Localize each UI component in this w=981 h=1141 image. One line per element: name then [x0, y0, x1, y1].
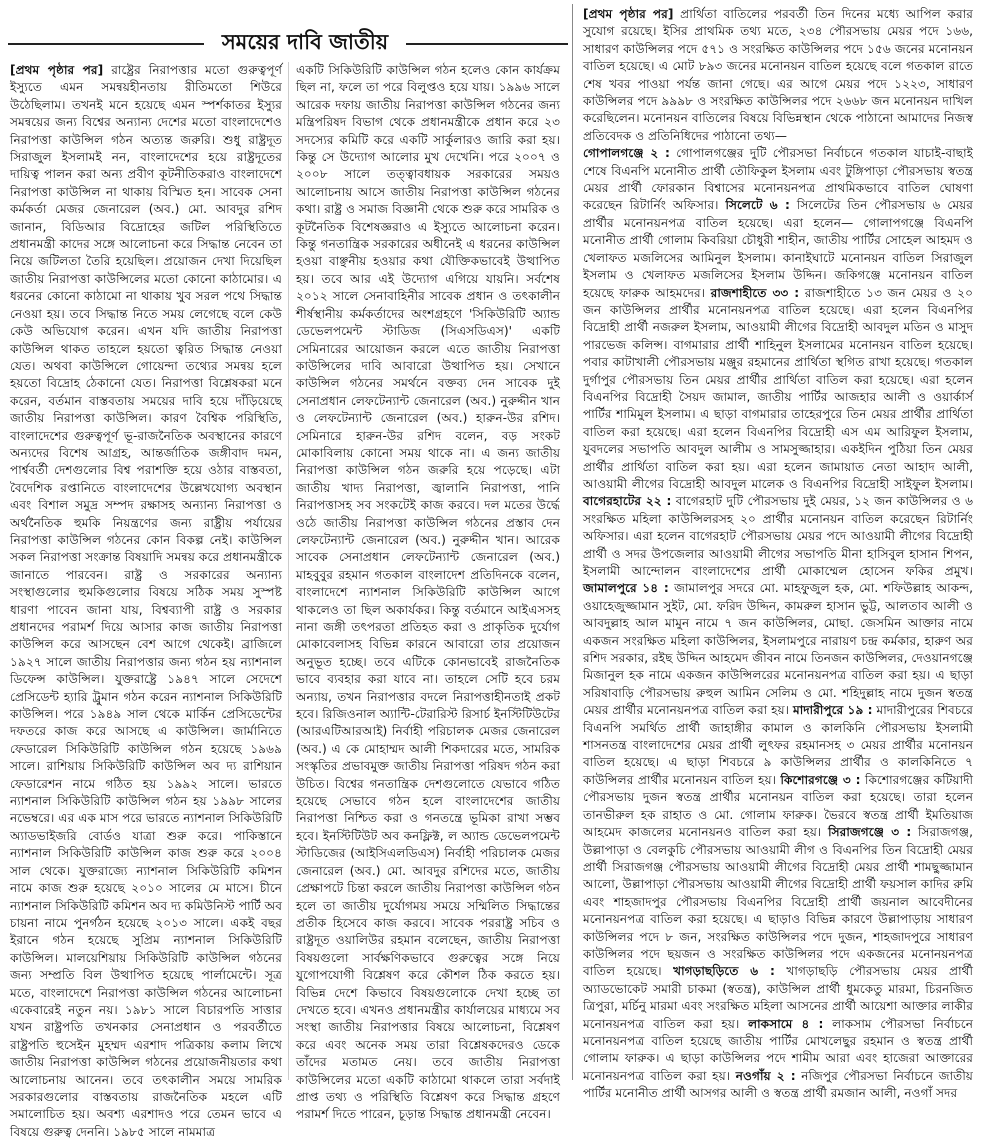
continuation-marker: [প্রথম পৃষ্ঠার পর] [10, 63, 104, 77]
article-column-3 [583, 6, 974, 1101]
report-text: কিশোরগঞ্জের কটিয়াদী পৌরসভায় দুজন স্বতন্ত্র প্রার্থীর মনোনয়ন বাতিল করা হয়েছে। তারা হলেন তানভীরুল হক রাহাত ও মো. গোলাম ফারুক। ভৈরবে স্বতন্ত্র প্রার্থী ইমতিয়াজ আহমেদ কাজলের মনোনয়নও বাতিল করা হয়। [583, 772, 974, 840]
dateline: রাজশাহীতে ৩৩ : [710, 285, 800, 300]
report-text: গোপালগঞ্জের দুটি পৌরসভা নির্বাচনে গতকাল যাচাই-বাছাই শেষে বিএনপি মনোনীত প্রার্থী তৌফিকুল ইসলাম এবং টুঙ্গিপাড়া পৌরসভায় স্বতন্ত্র মেয়র প্রার্থী ফোরকান বিশ্বাসের মনোনয়নপত্র প্রাথমিকভাবে বাতিল ঘোষণা করেছেন রিটার্নিং অফিসার। [583, 146, 973, 213]
report-text: নজিপুর পৌরসভা নির্বাচনে জাতীয় পার্টির মনোনীত প্রার্থী আসগর আলী ও স্বতন্ত্র প্রার্থী রমজান আলী, নওগাঁ সদর [583, 1068, 973, 1101]
column-divider-2 [572, 4, 573, 1080]
report-text: বাগেরহাট দুটি পৌরসভায় দুই মেয়র, ১২ জন কাউন্সিলর ও ৬ সংরক্ষিত মহিলা কাউন্সিলরসহ ২০ প্রার্থীর মনোনয়ন বাতিল করেছেন রিটার্নিং অফিসার। এরা হলেন বাগেরহাট পৌরসভায় মেয়র পদে আওয়ামী লীগের বিদ্রোহী প্রার্থী ও সদর উপজেলার আওয়ামী লীগের সভাপতি মীনা হাসিবুল হাসান শিপন, ইসলামী আন্দোলন বাংলাদেশের প্রার্থী মোকাম্মেল হোসেন ফকির প্রমুখ। [583, 494, 973, 578]
article-column-2 [296, 62, 560, 1122]
report-text: মাদারীপুরের শিবচরে বিএনপি সমর্থিত প্রার্থী জাহাঙ্গীর কামাল ও কালকিনি পৌরসভায় ইসলামী শাসনতন্ত্র বাংলাদেশের মেয়র প্রার্থী লুৎফর রহমানসহ ৩ মেয়র প্রার্থীর মনোনয়ন বাতিল হয়েছে। এ ছাড়া শিবচরে ৯ কাউন্সিলর প্রার্থীর ও কালকিনিতে ৭ কাউন্সিলর প্রার্থীর মনোনয়ন বাতিল হয়। [583, 703, 974, 787]
dateline: লাকসামে ৪ : [748, 1016, 824, 1031]
headline-bar [8, 28, 568, 56]
report-text: জামালপুর সদরে মো. মাহফুজুল হক, মো. শফিউল্লাহ আকন্দ, ওয়াহেজুজ্জামান সুইট, মো. ফরিদ উদ্দিন, কামরুল হাসান ভুট্ট, আলতাব আলী ও আবদুল্লাহ আল মামুন নামে ৭ জন কাউন্সিলর, মোছা. জেসমিন আক্তার নামে একজন সংরক্ষিত মহিলা কাউন্সিলর, ইসলামপুরে নারায়ণ চন্দ্র কর্মকার, হারুণ অর রশিদ সরকার, রইছ উদ্দিন আহমেদ জীবন নামে তিনজন কাউন্সিলর, দেওয়ানগঞ্জে মিজানুল হক নামে একজন কাউন্সিলরের মনোনয়নপত্র বাতিল করা হয়। এ ছাড়া সরিষাবাড়ি পৌরসভায় রুহুল আমিন সেলিম ও মো. শহিদুল্লাহ নামে দুজন স্বতন্ত্র মেয়র প্রার্থীর মনোনয়নপত্র বাতিল করা হয়। [583, 581, 973, 718]
report-text: সিলেটের তিন পৌরসভায় ৬ মেয়র প্রার্থীর মনোনয়নপত্র বাতিল হয়েছে। এরা হলেন— গোলাপগঞ্জে বিএনপি মনোনীত প্রার্থী গোলাম কিবরিয়া চৌধুরী শাহীন, জাতীয় পার্টির সোহেল আহমদ ও খেলাফত মজলিসের আমিনুল ইসলাম। কানাইঘাটে মনোনয়ন বাতিল সিরাজুল ইসলাম ও খেলাফত মজলিসের ইসলাম উদ্দিন। জকিগঞ্জে মনোনয়ন বাতিল হয়েছে ফারুক আহমদের। [583, 198, 973, 300]
headline-rule-right [406, 43, 568, 45]
column-1-text: রাষ্ট্রের নিরাপত্তার মতো গুরুত্বপূর্ণ ইস্যুতে এমন সমন্বয়হীনতায় রীতিমতো শিউরে উঠেছিলাম। তখনই মনে হয়েছে এমন স্পর্শকাতর ইস্যুর সমন্বয়ের জন্য বিশ্বের অন্যান্য দেশের মতো বাংলাদেশেও নিরাপত্তা কাউন্সিল গঠন অত্যন্ত জরুরি। শুধু রাষ্ট্রদূত সিরাজুল ইসলামই নন, বাংলাদেশের হয়ে রাষ্ট্রদূতের দায়িত্ব পালন করা অন্য প্রবীণ কূটনীতিকরাও বাংলাদেশে নিরাপত্তা কাউন্সিল না থাকায় বিস্মিত হন। সাবেক সেনা কর্মকর্তা মেজর জেনারেল (অব.) মো. আবদুর রশিদ জানান, বিডিআর বিদ্রোহের জটিল পরিস্থিতিতে প্রধানমন্ত্রী কাদের সঙ্গে আলোচনা করে সিদ্ধান্ত নেবেন তা নিয়ে জটিলতা তৈরি হয়েছিল। প্রয়োজন দেখা দিয়েছিল জাতীয় নিরাপত্তা কাউন্সিলের মতো কোনো কাঠামোর। এ ধরনের কোনো কাঠামো না থাকায় খুব সরল পথে সিদ্ধান্ত নেওয়া হয়। তবে সিদ্ধান্ত নিতে সময় লেগেছে বলে কেউ কেউ অভিযোগ করেন। এখন যদি জাতীয় নিরাপত্তা কাউন্সিল থাকত তাহলে হয়তো ত্বরিত সিদ্ধান্ত নেওয়া যেত। অথবা কাউন্সিলে গোয়েন্দা তথ্যের সমন্বয় হলে হয়তো বিদ্রোহ ঠেকানো যেত। নিরাপত্তা বিশ্লেষকরা মনে করেন, বর্তমান বাস্তবতায় সময়ের দাবি হয়ে দাঁড়িয়েছে জাতীয় নিরাপত্তা কাউন্সিল। কারণ বৈশ্বিক পরিস্থিতি, বাংলাদেশের গুরুত্বপূর্ণ ভূ-রাজনৈতিক অবস্থানের কারণে অন্যদের বিশেষ আগ্রহ, আন্তর্জাতিক জঙ্গীবাদ দমন, পার্শ্ববর্তী দেশগুলোর বিশ্ব পরাশক্তি হয়ে ওঠার বাস্তবতা, বৈদেশিক রপ্তানিতে বাংলাদেশের উল্লেখযোগ্য অবস্থান এবং বিশাল সমুদ্র সম্পদ রক্ষাসহ অন্যান্য নিরাপত্তা ও অর্থনৈতিক হুমকি নিয়ন্ত্রণের জন্য রাষ্ট্রীয় পর্যায়ের নিরাপত্তা কাউন্সিল গঠনের কোন বিকল্প নেই। কাউন্সিল সকল নিরাপত্তা সংক্রান্ত বিষয়াদি সমন্বয় করে প্রধানমন্ত্রীকে জানাতে পারবেন। রাষ্ট্র ও সরকারের অন্যান্য সংস্থাগুলোর হুমকিগুলোর বিষয়ে সঠিক সময় সুস্পষ্ট ধারণা পাবেন জানা যায়, বিশ্বব্যাপী রাষ্ট্র ও সরকার প্রধানদের পরামর্শ দিয়ে আসার কাজ জাতীয় নিরাপত্তা কাউন্সিল করে আসছেন বেশ আগে থেকেই। ব্রাজিলে ১৯২৭ সালে জাতীয় নিরাপত্তার জন্য গঠন হয় ন্যাশনাল ডিফেন্স কাউন্সিল। যুক্তরাষ্ট্রে ১৯৪৭ সালে সেদেশে প্রেসিডেন্ট হ্যারি ট্রুমান গঠন করেন ন্যাশনাল সিকিউরিটি কাউন্সিল। পরে ১৯৪৯ সাল থেকে মার্কিন প্রেসিডেন্টের দফতরে কাজ করে আসছে এ কাউন্সিল। জার্মানিতে ফেডারেল সিকিউরিটি কাউন্সিল গঠন হয়েছে ১৯৬৯ সালে। রাশিয়ায় সিকিউরিটি কাউন্সিল অব দ্য রাশিয়ান ফেডারেশন নামে গঠিত হয় ১৯৯২ সালে। ভারতে ন্যাশনাল সিকিউরিটি কাউন্সিল গঠন হয় ১৯৯৮ সালের নভেম্বরে। এর এক মাস পরে ভারতে ন্যাশনাল সিকিউরিটি অ্যাডভাইজরি বোর্ডও যাত্রা শুরু করে। পাকিস্তানে ন্যাশনাল সিকিউরিটি কাউন্সিল কাজ শুরু করে ২০০৪ সাল থেকে। যুক্তরাজ্যে ন্যাশনাল সিকিউরিটি কমিশন নামে কাজ শুরু হয়েছে ২০১০ সালের মে মাসে। চীনে ন্যাশনাল সিকিউরিটি কমিশন অব দ্য কমিউনিস্ট পার্টি অব চায়না নামে পুনর্গঠন হয়েছে ২০১৩ সালে। একই বছর ইরানে গঠন হয়েছে সুপ্রিম ন্যাশনাল সিকিউরিটি কাউন্সিল। মালয়েশিয়ায় সিকিউরিটি কাউন্সিল গঠনের জন্য সম্প্রতি বিল উত্থাপিত হয়েছে পার্লামেন্টে। সূত্র মতে, বাংলাদেশে নিরাপত্তা কাউন্সিল গঠনের আলোচনা একেবারেই নতুন নয়। ১৯৮১ সালে বিচারপতি সাত্তার যখন রাষ্ট্রপতি তখনকার সেনাপ্রধান ও পরবর্তীতে রাষ্ট্রপতি হুসেইন মুহম্মদ এরশাদ পত্রিকায় কলাম লিখে জাতীয় নিরাপত্তা কাউন্সিল গঠনের প্রয়োজনীয়তার কথা আলোচনায় আনেন। তবে তৎকালীন সময়ে সামরিক সরকারগুলোর বাস্তবতায় রাজনৈতিক মহলে এটি সমালোচিত হয়। অবশ্য এরশাদও পরে তেমন ভাবে এ বিষয়ে গুরুত্ব দেননি। ১৯৮৫ সালে নামমাত্র [10, 63, 282, 1139]
dateline: বাগেরহাটের ২২ : [583, 494, 672, 509]
intro-text: প্রার্থিতা বাতিলের পরবর্তী তিন দিনের মধ্যে আপিল করার সুযোগ রয়েছে। ইসির প্রাথমিক তথ্য মতে, ২৩৪ পৌরসভায় মেয়র পদে ১৬৬, সাধারণ কাউন্সিলর পদে ৫৭১ ও সংরক্ষিত কাউন্সিলর পদে ১৫৬ জনের মনোনয়ন বাতিল হয়েছে। এ মোট ৮৯৩ জনের মনোনয়ন বাতিল হয়েছে বলে গতকাল রাতে শেষ খবর পাওয়া পর্যন্ত জানা গেছে। এর আগে মেয়র পদে ১২২৩, সাধারণ কাউন্সিলর পদে ৯৯৯৮ ও সংরক্ষিত কাউন্সিলর পদে ২৬৬৮ জন মনোনয়ন দাখিল করেছিলেন। মনোনয়ন বাতিলের বিষয়ে বিভিন্নস্থান থেকে পাঠানো আমাদের নিজস্ব প্রতিবেদক ও প্রতিনিধিদের পাঠানো তথ্য— [583, 7, 973, 143]
column-1-paragraph [10, 62, 282, 1141]
dateline: জামালপুরে ১৪ : [583, 581, 669, 596]
column-3-intro [583, 6, 973, 145]
report-text: সিরাজগঞ্জ, উল্লাপাড়া ও বেলকুচি পৌরসভায় আওয়ামী লীগ ও বিএনপির তিন বিদ্রোহী মেয়র প্রার্থী সিরাজগঞ্জ পৌরসভায় আওয়ামী লীগের বিদ্রোহী মেয়র প্রার্থী শামছুজ্জামান আলো, উল্লাপাড়া পৌরসভায় আওয়ামী লীগের বিদ্রোহী প্রার্থী ফয়সাল কাদির রুমি এবং শাহজাদপুর পৌরসভায় বিএনপির বিদ্রোহী প্রার্থী জয়নাল আবেদীনের মনোনয়নপত্র বাতিল করা হয়েছে। এ ছাড়াও বিভিন্ন কারণে উল্লাপাড়ায় সাধারণ কাউন্সিলর পদে ৮ জন, সংরক্ষিত কাউন্সিলর পদে দুজন, শাহজাদপুরে সাধারণ কাউন্সিলর পদে ছয়জন ও সংরক্ষিত কাউন্সিলর পদে একজনের মনোনয়নপত্র বাতিল হয়েছে। [583, 825, 974, 979]
report-text: রাজশাহীতে ১৩ জন মেয়র ও ২০ জন কাউন্সিলর প্রার্থীর মনোনয়নপত্র বাতিল হয়েছে। এরা হলেন বিএনপির বিদ্রোহী প্রার্থী নজরুল ইসলাম, আওয়ামী লীগের বিদ্রোহী আবদুল মতিন ও মাসুদ পারভেজ কলিন্স। বাগমারার প্রার্থী শাহিনুল ইসলামের মনোনয়ন বাতিল হয়েছে। পবার কাটাখালী পৌরসভায় মঞ্জুর রহমানের প্রার্থিতা স্থগিত রাখা হয়েছে। গতকাল দুর্গাপুর পৌরসভায় তিন মেয়র প্রার্থীর প্রার্থিতা বাতিল করা হয়েছে। এরা হলেন বিএনপির বিদ্রোহী সৈয়দ জামাল, জাতীয় পার্টির আজহার আলী ও ওয়ার্কার্স পার্টির শামিমুল ইসলাম। এ ছাড়া বাগমারার তাহেরপুরে তিন মেয়র প্রার্থীর প্রার্থিতা বাতিল করা হয়েছে। এরা হলেন বিএনপির বিদ্রোহী এস এম আরিফুল ইসলাম, যুবদলের সভাপতি আবদুল আলীম ও সামসুজ্জাহার। একইদিন পুঠিয়া তিন মেয়র প্রার্থীর প্রার্থিতা বাতিল করা হয়। এরা হলেন জামায়াত নেতা আহাদ আলী, আওয়ামী লীগের বিদ্রোহী আবদুল মালেক ও বিএনপির বিদ্রোহী সাইফুল ইসলাম। [583, 285, 973, 491]
article-column-1 [10, 62, 282, 1139]
headline-rule-left [8, 43, 204, 45]
dateline: মাদারীপুরে ১৯ : [792, 703, 873, 718]
dateline: নওগাঁয় ২ : [735, 1068, 796, 1083]
dateline: কিশোরগঞ্জে ৩ : [780, 772, 861, 787]
dateline: সিরাজগঞ্জে ৩ : [828, 825, 912, 840]
article-headline: সময়ের দাবি জাতীয় [221, 29, 389, 54]
report-text: খাগড়াছড়ি পৌরসভায় মেয়র প্রার্থী অ্যাডভোকেট সমারী চাকমা (স্বতন্ত্র), কাউন্সিল প্রার্থী ধুমকেতু মারমা, চিরনজিত ত্রিপুরা, মর্চিনু মারমা এবং সংরক্ষিত মহিলা আসনের প্রার্থী আয়েশা আক্তার লাকীর মনোনয়নপত্র বাতিল করা হয়। [583, 964, 973, 1031]
report-text: লাকসাম পৌরসভা নির্বাচনে মনোনয়নপত্র বাতিল হয়েছে জাতীয় পার্টির মোখলেছুর রহমান ও স্বতন্ত্র প্রার্থী গোলাম ফারুক। এ ছাড়া কাউন্সিলর পদে শামীম আরা এবং হাজেরা আক্তারের মনোনয়নপত্র বাতিল করা হয়। [583, 1016, 973, 1083]
dateline: সিলেটে ৬ : [725, 198, 790, 213]
dateline: খাগড়াছড়িতে ৬ : [673, 964, 775, 979]
report-paragraph [583, 145, 973, 1102]
column-divider-1 [288, 62, 289, 1080]
dateline: গোপালগঞ্জে ২ : [583, 146, 670, 161]
column-2-paragraph: একটি সিকিউরিটি কাউন্সিল গঠন হলেও কোন কার্যক্রম ছিল না, ফলে তা পরে বিলুপ্তও হয়ে যায়। ১৯৯৬ সালে আরেক দফায় জাতীয় নিরাপত্তা কাউন্সিল গঠনের জন্য মন্ত্রিপরিষদ বিভাগ থেকে প্রধানমন্ত্রীকে প্রধান করে ২৩ সদস্যের কমিটি করে একটি সার্কুলারও জারি করা হয়। কিন্তু সে উদ্যোগ আলোর মুখ দেখেনি। পরে ২০০৭ ও ২০০৮ সালে তত্ত্বাবধায়ক সরকারের সময়ও আলোচনায় আসে জাতীয় নিরাপত্তা কাউন্সিল গঠনের কথা। রাষ্ট্র ও সমাজ বিজ্ঞানী থেকে শুরু করে সামরিক ও কূটনৈতিক বিশেষজ্ঞরাও এ ইস্যুতে আলোচনা করেন। কিন্তু গনতান্ত্রিক সরকারের অধীনেই এ ধরনের কাউন্সিল হওয়া বাঞ্ছনীয় হওয়ার কথা যৌক্তিকভাবেই উত্থাপিত হয়। তবে আর এই উদ্যোগ এগিয়ে যায়নি। সর্বশেষ ২০১২ সালে সেনাবাহিনীর সাবেক প্রধান ও তৎকালীন শীর্ষস্থানীয় কর্মকর্তাদের অংশগ্রহণে 'সিকিউরিটি অ্যান্ড ডেভেলপমেন্ট স্টাডিজ (সিএসডিএস)' একটি সেমিনারের আয়োজন করলে এতে জাতীয় নিরাপত্তা কাউন্সিলের দাবি আবারো উত্থাপিত হয়। সেখানে কাউন্সিল গঠনের সমর্থনে বক্তব্য দেন সাবেক দুই সেনাপ্রধান লেফটেন্যান্ট জেনারেল (অব.) নুরুদ্দীন খান ও লেফটেন্যান্ট জেনারেল (অব.) হারুন-উর রশিদ। সেমিনারে হারুন-উর রশিদ বলেন, বড় সংকট মোকাবিলায় কোনো সময় থাকে না। এ জন্য জাতীয় নিরাপত্তা কাউন্সিল গঠন জরুরি হয়ে পড়েছে। এটা জাতীয় খাদ্য নিরাপত্তা, জ্বালানি নিরাপত্তা, পানি নিরাপত্তাসহ সব সংকটেই কাজ করবে। দল মতের উর্দ্ধে ওঠে জাতীয় নিরাপত্তা কাউন্সিল গঠনের প্রস্তাব দেন লেফটেন্যান্ট জেনারেল (অব.) নুরুদ্দীন খান। আরেক সাবেক সেনাপ্রধান লেফটেন্যান্ট জেনারেল (অব.) মাহবুবুর রহমান গতকাল বাংলাদেশ প্রতিদিনকে বলেন, বাংলাদেশে ন্যাশনাল সিকিউরিটি কাউন্সিল আগে থাকলেও তা ছিল অকার্যকর। কিন্তু বর্তমানে আইএসসহ নানা জঙ্গী তৎপরতা প্রতিহত করা ও প্রাকৃতিক দুর্যোগ মোকাবেলাসহ বিভিন্ন কারনে আবারো তার প্রয়োজন অনুভূত হচ্ছে। তবে এটিকে কোনভাবেই রাজনৈতিক ভাবে ব্যবহার করা যাবে না। তাহলে সেটি হবে চরম অন্যায়, তখন নিরাপত্তার বদলে নিরাপত্তাহীনতাই প্রকট হবে। রিজিওনাল অ্যান্টি-টেরারিস্ট রিসার্চ ইনস্টিটিউটের (আরএটিআরআই) নির্বাহী পরিচালক মেজর জেনারেল (অব.) এ কে মোহাম্মদ আলী শিকদারের মতে, সামরিক সংস্কৃতির প্রভাবমুক্ত জাতীয় নিরাপত্তা পরিষদ গঠন করা উচিত। বিশ্বের গনতান্ত্রিক দেশগুলোতে যেভাবে গঠিত হয়েছে সেভাবে গঠন হলে বাংলাদেশের জাতীয় নিরাপত্তা নিশ্চিত করা ও গনতন্ত্রে ভূমিকা রাখা সম্ভব হবে। ইনস্টিটিউট অব কনফ্লিক্ট, ল অ্যান্ড ডেভেলপমেন্ট স্টাডিজের (আইসিএলডিএস) নির্বাহী পরিচালক মেজর জেনারেল (অব.) মো. আবদুর রশিদের মতে, জাতীয় প্রেক্ষাপটে চিন্তা করলে জাতীয় নিরাপত্তা কাউন্সিল গঠন হলে তা জাতীয় দুর্যোগময় সময়ে সম্মিলিত সিদ্ধান্তের প্রতীক হিসেবে কাজ করবে। সাবেক পররাষ্ট্র সচিব ও রাষ্ট্রদূত ওয়ালিউর রহমান বলেছেন, জাতীয় নিরাপত্তা বিষয়গুলো সার্বক্ষণিকভাবে গুরুত্বের সঙ্গে নিয়ে যুগোপযোগী বিশ্লেষণ করে কৌশল ঠিক করতে হয়। বিভিন্ন দেশে কিভাবে বিষয়গুলোকে দেখা হচ্ছে তা দেখতে হবে। এখনও প্রধানমন্ত্রীর কার্যালয়ের মাধ্যমে সব সংস্থা জাতীয় নিরাপত্তার বিষয়ে আলোচনা, বিশ্লেষণ করে এবং অনেক সময় তারা বিশ্লেষকদেরও ডেকে তাঁদের মতামত নেয়। তবে জাতীয় নিরাপত্তা কাউন্সিলের মতো একটি কাঠামো থাকলে তারা সর্বদাই প্রাপ্ত তথ্য ও পরিস্থিতি বিশ্লেষণ করে সিদ্ধান্ত গ্রহণে পরামর্শ দিতে পারেন, চূড়ান্ত সিদ্ধান্ত প্রধানমন্ত্রী নেবেন। [296, 63, 560, 1122]
continuation-marker: [প্রথম পৃষ্ঠার পর] [583, 7, 674, 21]
